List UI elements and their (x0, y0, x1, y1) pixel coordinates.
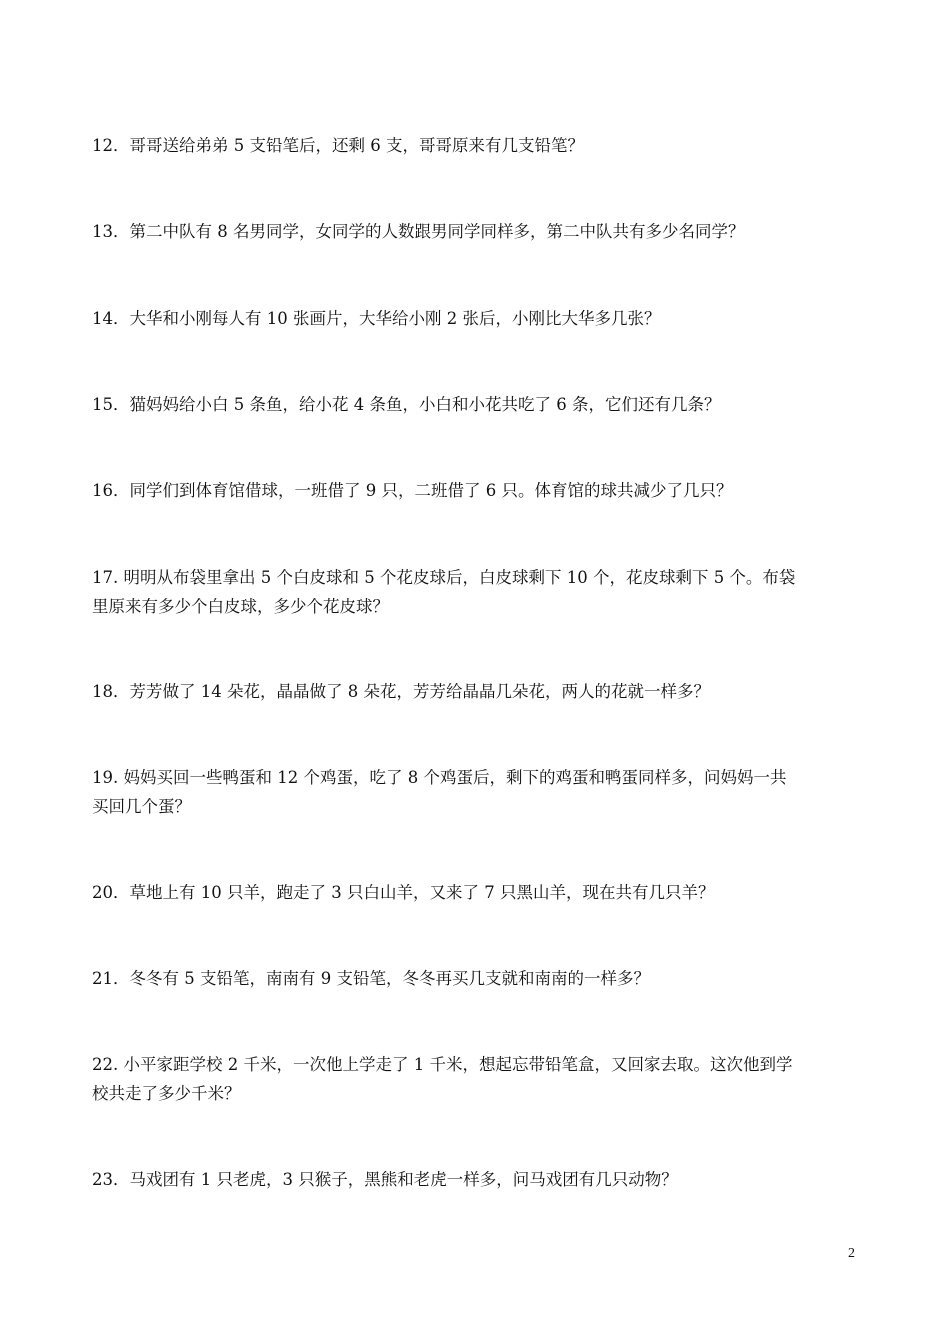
question-line: 17. 明明从布袋里拿出 5 个白皮球和 5 个花皮球后，白皮球剩下 10 个，花皮球剩下 5 个。布袋 (92, 568, 796, 587)
question-line: 里原来有多少个白皮球，多少个花皮球？ (92, 597, 389, 616)
question-line: 20．草地上有 10 只羊，跑走了 3 只白山羊，又来了 7 只黑山羊，现在共有几只羊？ (92, 883, 715, 902)
page-number: 2 (848, 1246, 855, 1261)
question-16 (92, 476, 872, 505)
question-line: 19. 妈妈买回一些鸭蛋和 12 个鸡蛋，吃了 8 个鸡蛋后，剩下的鸡蛋和鸭蛋同样多，问妈妈一共 (92, 768, 787, 787)
question-23 (92, 1165, 872, 1194)
question-line: 14．大华和小刚每人有 10 张画片，大华给小刚 2 张后，小刚比大华多几张？ (92, 309, 661, 328)
question-12 (92, 131, 872, 160)
question-22 (92, 1050, 872, 1108)
question-line: 22. 小平家距学校 2 千米，一次他上学走了 1 千米，想起忘带铅笔盒，又回家去取。这次他到学 (92, 1055, 793, 1074)
question-line: 买回几个蛋？ (92, 797, 191, 816)
question-line: 15．猫妈妈给小白 5 条鱼，给小花 4 条鱼，小白和小花共吃了 6 条，它们还有几条？ (92, 395, 721, 414)
question-17 (92, 563, 872, 621)
question-line: 16．同学们到体育馆借球，一班借了 9 只，二班借了 6 只。体育馆的球共减少了几只？ (92, 481, 733, 500)
question-line: 校共走了多少千米？ (92, 1084, 241, 1103)
question-line: 12．哥哥送给弟弟 5 支铅笔后，还剩 6 支，哥哥原来有几支铅笔？ (92, 136, 584, 155)
question-line: 23．马戏团有 1 只老虎，3 只猴子，黑熊和老虎一样多，问马戏团有几只动物？ (92, 1170, 678, 1189)
question-15 (92, 390, 872, 419)
question-line: 21．冬冬有 5 支铅笔，南南有 9 支铅笔，冬冬再买几支就和南南的一样多？ (92, 969, 650, 988)
question-line: 13．第二中队有 8 名男同学，女同学的人数跟男同学同样多，第二中队共有多少名同学？ (92, 222, 745, 241)
question-21 (92, 964, 872, 993)
question-20 (92, 878, 872, 907)
question-13 (92, 217, 872, 246)
question-line: 18．芳芳做了 14 朵花，晶晶做了 8 朵花，芳芳给晶晶几朵花，两人的花就一样多？ (92, 682, 710, 701)
question-14 (92, 304, 872, 333)
question-19 (92, 763, 872, 821)
question-18 (92, 677, 872, 706)
